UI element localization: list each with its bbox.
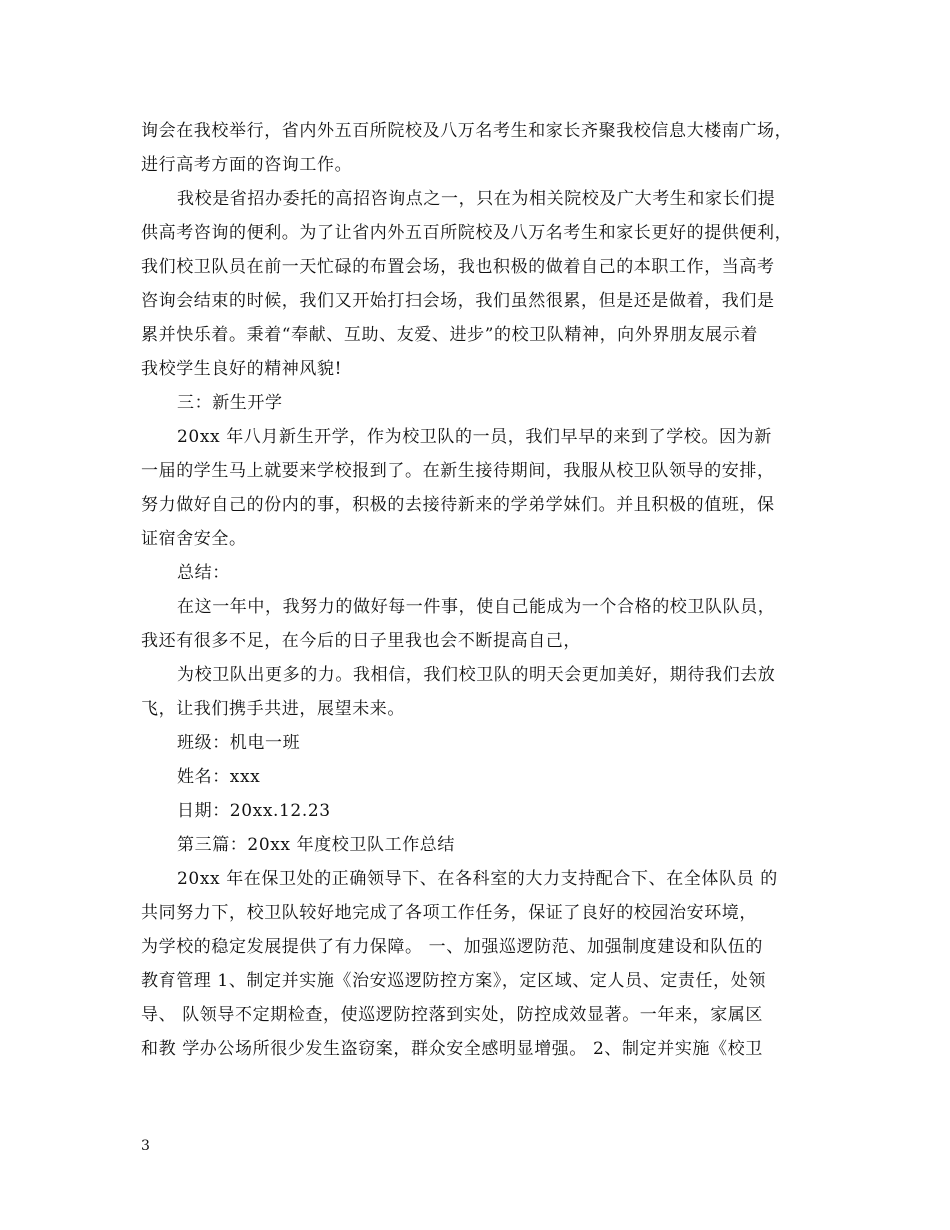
document-body [141,114,821,1066]
text-line: 飞，让我们携手共进，展望未来。 [141,699,405,719]
text-line: 我们校卫队员在前一天忙碌的布置会场，我也积极的做着自己的本职工作，当高考 [141,257,775,277]
text-line: 询会在我校举行，省内外五百所院校及八万名考生和家长齐聚我校信息大楼南广场， [141,121,793,141]
text-line: 在这一年中，我努力的做好每一件事，使自己能成为一个合格的校卫队队员， [177,597,776,617]
text-line: 班级：机电一班 [177,733,301,753]
text-line: 努力做好自己的份内的事，积极的去接待新来的学弟学妹们。并且积极的值班，保 [141,495,775,515]
text-line: 总结： [177,563,230,583]
text-line: 为校卫队出更多的力。我相信，我们校卫队的明天会更加美好，期待我们去放 [177,665,776,685]
text-line: 20xx 年八月新生开学，作为校卫队的一员，我们早早的来到了学校。因为新 [177,427,772,447]
text-line: 三：新生开学 [177,393,283,413]
text-line: 一届的学生马上就要来学校报到了。在新生接待期间，我服从校卫队领导的安排， [141,461,775,481]
text-line: 20xx 年在保卫处的正确领导下、在各科室的大力支持配合下、在全体队员 的 [177,869,778,889]
text-line: 为学校的稳定发展提供了有力保障。 一、加强巡逻防范、加强制度建设和队伍的 [141,937,764,957]
text-line: 咨询会结束的时候，我们又开始打扫会场，我们虽然很累，但是还是做着，我们是 [141,291,775,311]
page-number: 3 [141,1138,150,1154]
text-line: 姓名：xxx [177,767,261,787]
text-line: 我校学生良好的精神风貌! [141,359,343,379]
text-line: 日期：20xx.12.23 [177,801,331,821]
text-line: 第三篇：20xx 年度校卫队工作总结 [177,835,456,855]
text-line: 教育管理 1、制定并实施《治安巡逻防控方案》，定区域、定人员、定责任，处领 [141,971,766,991]
text-line: 共同努力下，校卫队较好地完成了各项工作任务，保证了良好的校园治安环境， [141,903,757,923]
text-line: 供高考咨询的便利。为了让省内外五百所院校及八万名考生和家长更好的提供便利， [141,223,793,243]
text-line: 证宿舍安全。 [141,529,247,549]
text-line: 导、 队领导不定期检查，使巡逻防控落到实处，防控成效显著。一年来，家属区 [141,1005,764,1025]
text-line: 进行高考方面的咨询工作。 [141,155,353,175]
text-line: 我还有很多不足，在今后的日子里我也会不断提高自己， [141,631,581,651]
text-line: 我校是省招办委托的高招咨询点之一，只在为相关院校及广大考生和家长们提 [177,189,776,209]
text-line: 累并快乐着。秉着“奉献、互助、友爱、进步”的校卫队精神，向外界朋友展示着 [141,325,758,345]
text-line: 和教 学办公场所很少发生盗窃案，群众安全感明显增强。 2、制定并实施《校卫 [141,1039,763,1059]
